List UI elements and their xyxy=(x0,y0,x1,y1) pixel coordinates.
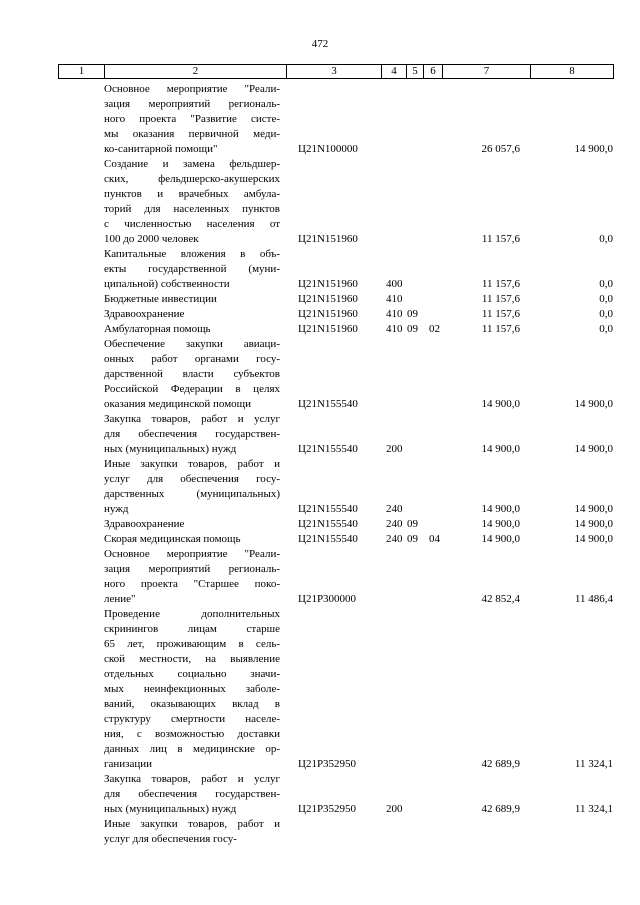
row-code: Ц21N155540 xyxy=(298,443,358,455)
row-name-line: пунктов и врачебных амбула- xyxy=(104,188,280,200)
table-body xyxy=(0,82,640,847)
row-code: Ц21N100000 xyxy=(298,143,358,155)
table-header xyxy=(58,64,614,79)
table-row xyxy=(0,457,640,517)
row-name-line: ление" xyxy=(104,593,136,605)
row-name-line: Иные закупки товаров, работ и xyxy=(104,458,280,470)
row-value-7: 11 157,6 xyxy=(481,278,520,290)
table-row xyxy=(0,307,640,322)
row-code: Ц21N151960 xyxy=(298,308,358,320)
row-name-line: отдельных социально значи- xyxy=(104,668,280,680)
row-value-8: 14 900,0 xyxy=(574,443,613,455)
row-value-7: 11 157,6 xyxy=(481,233,520,245)
row-col-4: 400 xyxy=(386,278,403,290)
header-col-2: 2 xyxy=(104,65,286,78)
row-name-line: дарственной власти субъектов xyxy=(104,368,280,380)
row-value-7: 11 157,6 xyxy=(481,293,520,305)
row-name-line: Обеспечение закупки авиаци- xyxy=(104,338,280,350)
header-col-7: 7 xyxy=(442,65,530,78)
row-code: Ц21N151960 xyxy=(298,233,358,245)
row-name-line: для обеспечения государствен- xyxy=(104,428,280,440)
row-name xyxy=(104,517,280,532)
row-name-line: Основное мероприятие "Реали- xyxy=(104,548,280,560)
row-name-line: услуг для обеспечения госу- xyxy=(104,833,237,845)
row-name xyxy=(104,412,280,457)
row-name-line: Создание и замена фельдшер- xyxy=(104,158,280,170)
row-name-line: ских, фельдшерско-акушерских xyxy=(104,173,280,185)
row-value-8: 14 900,0 xyxy=(574,503,613,515)
row-name xyxy=(104,337,280,412)
row-name-line: Бюджетные инвестиции xyxy=(104,293,217,305)
table-row xyxy=(0,337,640,412)
row-name-line: структуру смертности населе- xyxy=(104,713,280,725)
row-value-8: 14 900,0 xyxy=(574,533,613,545)
row-name-line: Проведение дополнительных xyxy=(104,608,280,620)
table-row xyxy=(0,247,640,292)
row-value-7: 26 057,6 xyxy=(481,143,520,155)
row-name-line: ципальной) собственности xyxy=(104,278,230,290)
row-code: Ц21N151960 xyxy=(298,278,358,290)
row-value-8: 0,0 xyxy=(599,323,613,335)
row-code: Ц21N155540 xyxy=(298,398,358,410)
row-value-8: 11 324,1 xyxy=(574,758,613,770)
row-name xyxy=(104,532,280,547)
row-name-line: с численностью населения от xyxy=(104,218,280,230)
row-value-8: 11 486,4 xyxy=(574,593,613,605)
row-value-7: 14 900,0 xyxy=(481,518,520,530)
row-name-line: Основное мероприятие "Реали- xyxy=(104,83,280,95)
row-value-7: 11 157,6 xyxy=(481,308,520,320)
row-name xyxy=(104,247,280,292)
table-row xyxy=(0,817,640,847)
row-col-4: 200 xyxy=(386,803,403,815)
row-col-6: 02 xyxy=(429,323,440,335)
row-name-line: нужд xyxy=(104,503,129,515)
header-col-4: 4 xyxy=(381,65,406,78)
row-code: Ц21P352950 xyxy=(298,758,357,770)
row-name-line: для обеспечения государствен- xyxy=(104,788,280,800)
row-code: Ц21P300000 xyxy=(298,593,357,605)
row-name xyxy=(104,547,280,607)
row-value-7: 14 900,0 xyxy=(481,533,520,545)
row-name xyxy=(104,322,280,337)
row-col-5: 09 xyxy=(407,518,418,530)
row-name-line: Капитальные вложения в объ- xyxy=(104,248,280,260)
row-name xyxy=(104,307,280,322)
row-name xyxy=(104,817,280,847)
table-row xyxy=(0,517,640,532)
row-name-line: скринингов лицам старше xyxy=(104,623,280,635)
row-name-line: онных работ органами госу- xyxy=(104,353,280,365)
table-row xyxy=(0,532,640,547)
row-name xyxy=(104,157,280,247)
row-name-line: Российской Федерации в целях xyxy=(104,383,280,395)
table-row xyxy=(0,607,640,772)
table-row xyxy=(0,157,640,247)
row-name-line: Закупка товаров, работ и услуг xyxy=(104,413,280,425)
row-name-line: Здравоохранение xyxy=(104,518,185,530)
row-code: Ц21N155540 xyxy=(298,518,358,530)
row-name-line: зация мероприятий региональ- xyxy=(104,98,280,110)
row-code: Ц21P352950 xyxy=(298,803,357,815)
row-col-4: 240 xyxy=(386,503,403,515)
row-name-line: ганизации xyxy=(104,758,153,770)
row-col-6: 04 xyxy=(429,533,440,545)
row-name-line: Амбулаторная помощь xyxy=(104,323,211,335)
table-row xyxy=(0,82,640,157)
row-code: Ц21N155540 xyxy=(298,503,358,515)
row-name-line: оказания медицинской помощи xyxy=(104,398,252,410)
row-value-8: 0,0 xyxy=(599,308,613,320)
header-col-5: 5 xyxy=(406,65,423,78)
row-name xyxy=(104,82,280,157)
page-number: 472 xyxy=(311,38,329,50)
row-name-line: мы оказания первичной меди- xyxy=(104,128,280,140)
row-value-8: 14 900,0 xyxy=(574,518,613,530)
table-row xyxy=(0,412,640,457)
row-value-7: 11 157,6 xyxy=(481,323,520,335)
row-col-4: 410 xyxy=(386,323,403,335)
row-col-4: 240 xyxy=(386,518,403,530)
row-value-8: 11 324,1 xyxy=(574,803,613,815)
row-name-line: ской местности, на выявление xyxy=(104,653,280,665)
row-name-line: мых неинфекционных заболе- xyxy=(104,683,280,695)
row-col-5: 09 xyxy=(407,533,418,545)
row-value-7: 14 900,0 xyxy=(481,443,520,455)
row-name-line: зация мероприятий региональ- xyxy=(104,563,280,575)
row-name-line: ния, с возможностью доставки xyxy=(104,728,280,740)
row-name-line: Закупка товаров, работ и услуг xyxy=(104,773,280,785)
row-name-line: ного проекта "Развитие систе- xyxy=(104,113,280,125)
row-name-line: Иные закупки товаров, работ и xyxy=(104,818,280,830)
row-name-line: ных (муниципальных) нужд xyxy=(104,443,237,455)
table-row xyxy=(0,322,640,337)
row-name-line: ваний, оказывающих вклад в xyxy=(104,698,280,710)
row-value-8: 0,0 xyxy=(599,293,613,305)
row-code: Ц21N151960 xyxy=(298,323,358,335)
row-name xyxy=(104,772,280,817)
row-code: Ц21N151960 xyxy=(298,293,358,305)
row-name-line: Здравоохранение xyxy=(104,308,185,320)
row-name xyxy=(104,607,280,772)
row-name-line: 65 лет, проживающим в сель- xyxy=(104,638,280,650)
row-name-line: 100 до 2000 человек xyxy=(104,233,199,245)
row-name-line: данных лиц в медицинские ор- xyxy=(104,743,280,755)
row-name xyxy=(104,292,280,307)
row-col-4: 240 xyxy=(386,533,403,545)
header-col-8: 8 xyxy=(530,65,613,78)
row-name-line: дарственных (муниципальных) xyxy=(104,488,280,500)
row-value-7: 42 689,9 xyxy=(481,758,520,770)
row-code: Ц21N155540 xyxy=(298,533,358,545)
row-value-8: 0,0 xyxy=(599,278,613,290)
row-value-7: 14 900,0 xyxy=(481,503,520,515)
row-col-4: 410 xyxy=(386,293,403,305)
row-value-8: 14 900,0 xyxy=(574,398,613,410)
row-name-line: екты государственной (муни- xyxy=(104,263,280,275)
row-name-line: торий для населенных пунктов xyxy=(104,203,280,215)
table-row xyxy=(0,547,640,607)
header-col-3: 3 xyxy=(286,65,381,78)
row-value-8: 0,0 xyxy=(599,233,613,245)
table-row xyxy=(0,292,640,307)
row-col-5: 09 xyxy=(407,323,418,335)
row-name-line: Скорая медицинская помощь xyxy=(104,533,241,545)
header-col-6: 6 xyxy=(423,65,442,78)
row-value-7: 42 689,9 xyxy=(481,803,520,815)
row-name-line: ного проекта "Старшее поко- xyxy=(104,578,280,590)
row-name-line: ных (муниципальных) нужд xyxy=(104,803,237,815)
row-name-line: услуг для обеспечения госу- xyxy=(104,473,280,485)
header-col-1: 1 xyxy=(78,65,85,77)
row-col-4: 410 xyxy=(386,308,403,320)
row-value-8: 14 900,0 xyxy=(574,143,613,155)
row-name-line: ко-санитарной помощи" xyxy=(104,143,218,155)
row-value-7: 42 852,4 xyxy=(481,593,520,605)
table-row xyxy=(0,772,640,817)
row-col-5: 09 xyxy=(407,308,418,320)
row-value-7: 14 900,0 xyxy=(481,398,520,410)
row-name xyxy=(104,457,280,517)
row-col-4: 200 xyxy=(386,443,403,455)
